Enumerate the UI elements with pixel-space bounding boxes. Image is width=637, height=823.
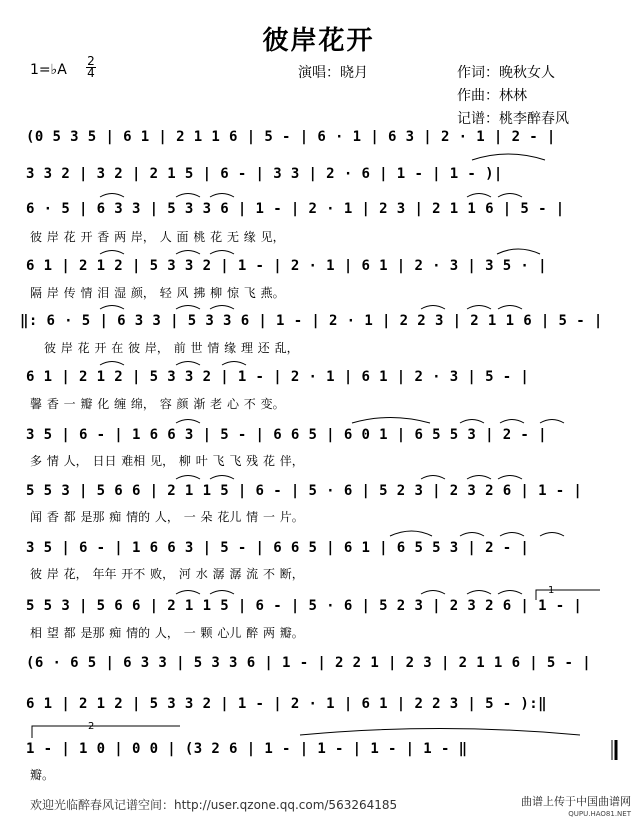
- tie-slur: [472, 154, 545, 160]
- tie-slur: [176, 476, 200, 480]
- tie-slur: [210, 591, 234, 595]
- lyric-line-4: 隔 岸 传 情 泪 湿 颜， 轻 风 拂 柳 惊 飞 燕。: [30, 286, 285, 300]
- volta-2-bracket: [32, 726, 180, 738]
- transcriber-credit: 记谱：桃李醉春风: [457, 111, 569, 127]
- lyric-line-13: 瓣。: [30, 768, 55, 782]
- tie-slur: [176, 420, 200, 424]
- tie-slur: [210, 306, 234, 310]
- score-line-3: 6 · 5 | 6 3 3 | 5 3 3 6 | 1 - | 2 · 1 | 2 3 | 2 1 1 6 | 5 - |: [26, 201, 565, 217]
- tie-slur: [498, 306, 522, 310]
- lyric-line-8: 闻 香 都 是那 痴 情的 人， 一 朵 花儿 情 一 片。: [30, 510, 304, 524]
- score-line-11: (6 · 6 5 | 6 3 3 | 5 3 3 6 | 1 - | 2 2 1 | 2 3 | 2 1 1 6 | 5 - |: [26, 655, 592, 671]
- score-line-4: 6 1 | 2 1 2 | 5 3 3 2 | 1 - | 2 · 1 | 6 1 | 2 · 3 | 3 5 · |: [26, 258, 547, 274]
- score-line-7: 3 5 | 6 - | 1 6 6 3 | 5 - | 6 6 5 | 6 0 1 | 6 5 5 3 | 2 - |: [26, 427, 547, 443]
- tie-slur: [460, 533, 484, 537]
- tie-slur: [540, 533, 564, 537]
- volta-2-number: 2: [88, 721, 95, 732]
- score-line-9: 3 5 | 6 - | 1 6 6 3 | 5 - | 6 6 5 | 6 1 | 6 5 5 3 | 2 - |: [26, 540, 530, 556]
- tie-slur: [498, 476, 522, 480]
- tie-slur: [540, 420, 564, 424]
- tie-slur: [176, 251, 200, 255]
- tie-slur: [500, 420, 524, 424]
- tie-slur: [352, 418, 430, 424]
- tie-slur: [176, 306, 200, 310]
- tie-slur: [467, 194, 491, 198]
- watermark-line-2: QUPU.HAO81.NET: [568, 810, 631, 818]
- tie-slur: [467, 591, 491, 595]
- tie-slur: [100, 194, 124, 198]
- tie-slur: [460, 420, 484, 424]
- lyric-line-7: 多 情 人， 日日 难相 见， 柳 叶 飞 飞 残 花 伴，: [30, 454, 304, 468]
- site-watermark: [521, 796, 631, 820]
- composer-credit: 作曲：林林: [457, 88, 527, 104]
- tie-slur: [467, 306, 491, 310]
- tie-slur: [300, 729, 580, 736]
- tie-slur: [210, 476, 234, 480]
- score-line-10: 5 5 3 | 5 6 6 | 2 1 1 5 | 6 - | 5 · 6 | 5 2 3 | 2 3 2 6 | 1 - |: [26, 598, 583, 614]
- volta-1-bracket: [536, 590, 600, 600]
- singer-credit: 演唱：晓月: [298, 65, 368, 81]
- score-line-8: 5 5 3 | 5 6 6 | 2 1 1 5 | 6 - | 5 · 6 | 5 2 3 | 2 3 2 6 | 1 - |: [26, 483, 583, 499]
- tie-slur: [176, 362, 200, 366]
- lyric-line-9: 彼 岸 花， 年年 开不 败， 河 水 潺 潺 流 不 断，: [30, 567, 304, 581]
- lyric-line-6: 馨 香 一 瓣 化 缠 绵， 容 颜 渐 老 心 不 变。: [30, 397, 285, 411]
- tie-slur: [421, 476, 445, 480]
- key-label: 1=♭A: [30, 62, 67, 78]
- tie-slur: [467, 476, 491, 480]
- tie-slur: [421, 306, 445, 310]
- lyricist-credit: 作词：晚秋女人: [457, 65, 555, 81]
- tie-slur: [390, 531, 432, 536]
- time-denominator: 4: [87, 66, 95, 80]
- tie-slur: [176, 591, 200, 595]
- footer-visit-text: 欢迎光临醉春风记谱空间：http://user.qzone.qq.com/563264185: [30, 798, 398, 812]
- lyric-line-5: 彼 岸 花 开 在 彼 岸， 前 世 情 缘 理 还 乱，: [44, 341, 299, 355]
- tie-slur: [210, 194, 234, 198]
- tie-slur: [100, 251, 124, 255]
- tie-slur: [176, 194, 200, 198]
- tie-slur: [497, 249, 540, 254]
- tie-slur: [498, 591, 522, 595]
- tie-slur: [210, 251, 234, 255]
- lyric-line-10: 相 望 都 是那 痴 情的 人， 一 颗 心儿 醉 两 瓣。: [30, 626, 304, 640]
- watermark-line-1: 曲谱上传于中国曲谱网: [521, 795, 631, 808]
- score-line-13: 1 - | 1 0 | 0 0 | (3 2 6 | 1 - | 1 - | 1 - | 1 - ‖: [26, 741, 468, 757]
- tie-slur: [100, 362, 124, 366]
- score-line-5: ‖: 6 · 5 | 6 3 3 | 5 3 3 6 | 1 - | 2 · 1 | 2 2 3 | 2 1 1 6 | 5 - |: [20, 313, 603, 329]
- score-line-6: 6 1 | 2 1 2 | 5 3 3 2 | 1 - | 2 · 1 | 6 1 | 2 · 3 | 5 - |: [26, 369, 530, 385]
- tie-slur: [100, 306, 124, 310]
- volta-1-number: 1: [548, 585, 555, 596]
- time-numerator: 2: [87, 54, 95, 68]
- score-line-2: 3 3 2 | 3 2 | 2 1 5 | 6 - | 3 3 | 2 · 6 | 1 - | 1 - )|: [26, 166, 503, 182]
- song-title: 彼岸花开: [262, 26, 375, 56]
- lyric-line-3: 彼 岸 花 开 香 两 岸， 人 面 桃 花 无 缘 见，: [30, 230, 285, 244]
- tie-slur: [498, 194, 522, 198]
- tie-slur: [421, 591, 445, 595]
- tie-slur: [222, 362, 246, 366]
- score-line-12: 6 1 | 2 1 2 | 5 3 3 2 | 1 - | 2 · 1 | 6 1 | 2 2 3 | 5 - ):‖: [26, 696, 547, 712]
- score-line-1: (0 5 3 5 | 6 1 | 2 1 1 6 | 5 - | 6 · 1 | 6 3 | 2 · 1 | 2 - |: [26, 129, 556, 145]
- tie-slur: [500, 533, 524, 537]
